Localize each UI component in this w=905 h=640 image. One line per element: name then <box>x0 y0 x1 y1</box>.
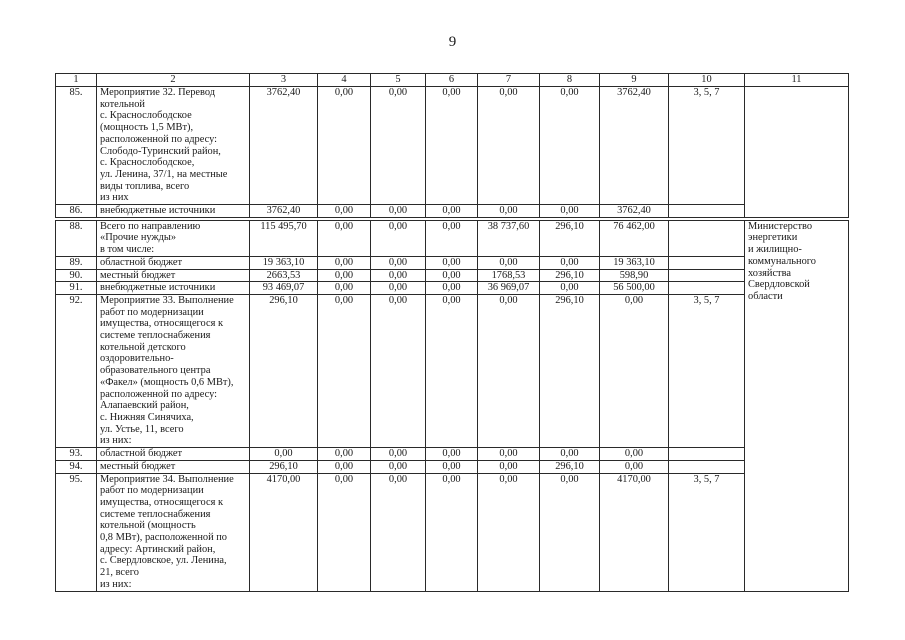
column-header-11: 11 <box>745 74 849 87</box>
value-cell-col3: 93 469,07 <box>250 282 318 295</box>
value-cell-col7: 0,00 <box>478 205 540 218</box>
description-line: из них <box>100 192 129 204</box>
value-cell-col7: 0,00 <box>478 448 540 461</box>
row-number: 91. <box>56 282 97 295</box>
description-line: Мероприятие 34. Выполнение <box>100 473 234 485</box>
table-row <box>56 460 849 473</box>
value-cell-col8: 0,00 <box>540 448 600 461</box>
value-cell-col3: 4170,00 <box>250 473 318 591</box>
description-line: в том числе: <box>100 244 155 256</box>
description-line: расположенной по адресу: <box>100 388 218 400</box>
description-line: с. Свердловское, ул. Ленина, <box>100 555 227 567</box>
value-cell-col3: 3762,40 <box>250 205 318 218</box>
value-cell-col3: 296,10 <box>250 460 318 473</box>
row-number: 93. <box>56 448 97 461</box>
value-cell-col6: 0,00 <box>426 256 478 269</box>
value-cell-col5: 0,00 <box>371 256 426 269</box>
value-cell-col7: 0,00 <box>478 87 540 205</box>
description-line: 0,8 МВт), расположенной по <box>100 532 227 544</box>
value-cell-col8: 296,10 <box>540 460 600 473</box>
description-line: внебюджетные источники <box>100 205 216 217</box>
value-cell-col8: 296,10 <box>540 269 600 282</box>
description-line: местный бюджет <box>100 460 176 472</box>
executor-line: Министерство <box>748 220 813 232</box>
description-line: ул. Ленина, 37/1, на местные <box>100 168 228 180</box>
description-line: местный бюджет <box>100 269 176 281</box>
row-description <box>97 256 250 269</box>
column-header-3: 3 <box>250 74 318 87</box>
executor-line: и жилищно- <box>748 244 802 256</box>
value-cell-col7: 0,00 <box>478 256 540 269</box>
value-cell-col5: 0,00 <box>371 460 426 473</box>
value-cell-col6: 0,00 <box>426 269 478 282</box>
page-number: 9 <box>448 34 457 50</box>
row-number: 85. <box>56 87 97 205</box>
table-row <box>56 205 849 218</box>
executor-line: энергетики <box>748 232 798 244</box>
description-line: «Факел» (мощность 0,6 МВт), <box>100 376 234 388</box>
description-line: 21, всего <box>100 567 139 579</box>
value-cell-col8: 0,00 <box>540 282 600 295</box>
value-cell-col9: 598,90 <box>600 269 669 282</box>
value-cell-col7: 36 969,07 <box>478 282 540 295</box>
value-cell-col8: 0,00 <box>540 256 600 269</box>
value-cell-col10 <box>669 256 745 269</box>
value-cell-col5: 0,00 <box>371 473 426 591</box>
description-line: из них: <box>100 435 132 447</box>
column-header-1: 1 <box>56 74 97 87</box>
value-cell-col6: 0,00 <box>426 87 478 205</box>
description-line: ул. Устье, 11, всего <box>100 423 184 435</box>
row-description <box>97 294 250 447</box>
value-cell-col10: 3, 5, 7 <box>669 87 745 205</box>
value-cell-col8: 296,10 <box>540 294 600 447</box>
description-line: виды топлива, всего <box>100 180 190 192</box>
row-number: 95. <box>56 473 97 591</box>
description-line: работ по модернизации <box>100 306 204 318</box>
value-cell-col5: 0,00 <box>371 294 426 447</box>
column-header-8: 8 <box>540 74 600 87</box>
value-cell-col4: 0,00 <box>318 460 371 473</box>
row-number: 89. <box>56 256 97 269</box>
value-cell-col8: 0,00 <box>540 205 600 218</box>
row-description <box>97 448 250 461</box>
value-cell-col4: 0,00 <box>318 282 371 295</box>
value-cell-col7: 1768,53 <box>478 269 540 282</box>
column-header-2: 2 <box>97 74 250 87</box>
table-row <box>56 473 849 591</box>
row-description <box>97 282 250 295</box>
executor-line: коммунального <box>748 255 817 267</box>
value-cell-col9: 0,00 <box>600 460 669 473</box>
description-line: (мощность 1,5 МВт), <box>100 122 194 134</box>
value-cell-col9: 3762,40 <box>600 87 669 205</box>
executor-cell <box>745 87 849 218</box>
value-cell-col3: 296,10 <box>250 294 318 447</box>
description-line: Мероприятие 32. Перевод <box>100 87 216 98</box>
value-cell-col9: 0,00 <box>600 294 669 447</box>
row-description <box>97 87 250 205</box>
row-description <box>97 473 250 591</box>
description-line: областной бюджет <box>100 256 183 268</box>
value-cell-col5: 0,00 <box>371 220 426 256</box>
value-cell-col6: 0,00 <box>426 460 478 473</box>
description-line: Алапаевский район, <box>100 400 189 412</box>
row-description <box>97 269 250 282</box>
value-cell-col10 <box>669 282 745 295</box>
table-row <box>56 282 849 295</box>
description-line: котельной (мощность <box>100 520 196 532</box>
row-number: 94. <box>56 460 97 473</box>
value-cell-col5: 0,00 <box>371 282 426 295</box>
value-cell-col7: 38 737,60 <box>478 220 540 256</box>
value-cell-col9: 3762,40 <box>600 205 669 218</box>
value-cell-col9: 56 500,00 <box>600 282 669 295</box>
description-line: оздоровительно- <box>100 353 174 365</box>
table-row <box>56 220 849 256</box>
value-cell-col10: 3, 5, 7 <box>669 294 745 447</box>
column-header-10: 10 <box>669 74 745 87</box>
value-cell-col4: 0,00 <box>318 87 371 205</box>
value-cell-col7: 0,00 <box>478 460 540 473</box>
table-row <box>56 448 849 461</box>
description-line: работ по модернизации <box>100 485 204 497</box>
value-cell-col8: 296,10 <box>540 220 600 256</box>
column-header-4: 4 <box>318 74 371 87</box>
executor-cell <box>745 220 849 591</box>
value-cell-col10 <box>669 460 745 473</box>
row-description <box>97 205 250 218</box>
budget-table <box>55 73 849 592</box>
value-cell-col6: 0,00 <box>426 473 478 591</box>
description-line: котельной детского <box>100 341 186 353</box>
value-cell-col10: 3, 5, 7 <box>669 473 745 591</box>
description-line: из них: <box>100 578 132 590</box>
executor-line: Свердловской <box>748 279 810 291</box>
description-line: имущества, относящегося к <box>100 318 224 330</box>
value-cell-col6: 0,00 <box>426 294 478 447</box>
description-line: адресу: Артинский район, <box>100 543 216 555</box>
description-line: с. Краснослободское <box>100 110 192 122</box>
value-cell-col5: 0,00 <box>371 87 426 205</box>
column-header-9: 9 <box>600 74 669 87</box>
description-line: с. Краснослободское, <box>100 157 195 169</box>
value-cell-col9: 19 363,10 <box>600 256 669 269</box>
value-cell-col10 <box>669 220 745 256</box>
row-number: 90. <box>56 269 97 282</box>
value-cell-col9: 0,00 <box>600 448 669 461</box>
row-number: 88. <box>56 220 97 256</box>
row-number: 92. <box>56 294 97 447</box>
header-row <box>56 74 849 87</box>
table-row <box>56 294 849 447</box>
value-cell-col4: 0,00 <box>318 205 371 218</box>
description-line: Всего по направлению <box>100 220 201 232</box>
description-line: расположенной по адресу: <box>100 133 218 145</box>
value-cell-col3: 0,00 <box>250 448 318 461</box>
value-cell-col7: 0,00 <box>478 473 540 591</box>
value-cell-col3: 2663,53 <box>250 269 318 282</box>
executor-line: хозяйства <box>748 267 791 279</box>
description-line: имущества, относящегося к <box>100 496 224 508</box>
value-cell-col6: 0,00 <box>426 282 478 295</box>
row-description <box>97 220 250 256</box>
value-cell-col9: 76 462,00 <box>600 220 669 256</box>
value-cell-col4: 0,00 <box>318 269 371 282</box>
column-header-5: 5 <box>371 74 426 87</box>
value-cell-col4: 0,00 <box>318 294 371 447</box>
value-cell-col5: 0,00 <box>371 205 426 218</box>
table-row <box>56 87 849 205</box>
value-cell-col6: 0,00 <box>426 220 478 256</box>
row-description <box>97 460 250 473</box>
executor-line: области <box>748 290 783 302</box>
description-line: системе теплоснабжения <box>100 508 211 520</box>
value-cell-col8: 0,00 <box>540 473 600 591</box>
description-line: Мероприятие 33. Выполнение <box>100 294 234 306</box>
table-row <box>56 269 849 282</box>
value-cell-col10 <box>669 448 745 461</box>
value-cell-col8: 0,00 <box>540 87 600 205</box>
description-line: котельной <box>100 98 145 110</box>
description-line: системе теплоснабжения <box>100 330 211 342</box>
value-cell-col3: 19 363,10 <box>250 256 318 269</box>
value-cell-col10 <box>669 269 745 282</box>
value-cell-col3: 115 495,70 <box>250 220 318 256</box>
value-cell-col6: 0,00 <box>426 205 478 218</box>
value-cell-col4: 0,00 <box>318 220 371 256</box>
value-cell-col3: 3762,40 <box>250 87 318 205</box>
description-line: образовательного центра <box>100 365 211 377</box>
value-cell-col7: 0,00 <box>478 294 540 447</box>
column-header-6: 6 <box>426 74 478 87</box>
description-line: внебюджетные источники <box>100 282 216 294</box>
description-line: областной бюджет <box>100 448 183 460</box>
value-cell-col4: 0,00 <box>318 473 371 591</box>
row-number: 86. <box>56 205 97 218</box>
description-line: с. Нижняя Синячиха, <box>100 411 194 423</box>
column-header-7: 7 <box>478 74 540 87</box>
value-cell-col6: 0,00 <box>426 448 478 461</box>
value-cell-col4: 0,00 <box>318 256 371 269</box>
value-cell-col5: 0,00 <box>371 448 426 461</box>
description-line: «Прочие нужды» <box>100 232 177 244</box>
table-row <box>56 256 849 269</box>
value-cell-col5: 0,00 <box>371 269 426 282</box>
value-cell-col10 <box>669 205 745 218</box>
value-cell-col9: 4170,00 <box>600 473 669 591</box>
value-cell-col4: 0,00 <box>318 448 371 461</box>
description-line: Слободо-Туринский район, <box>100 145 221 157</box>
